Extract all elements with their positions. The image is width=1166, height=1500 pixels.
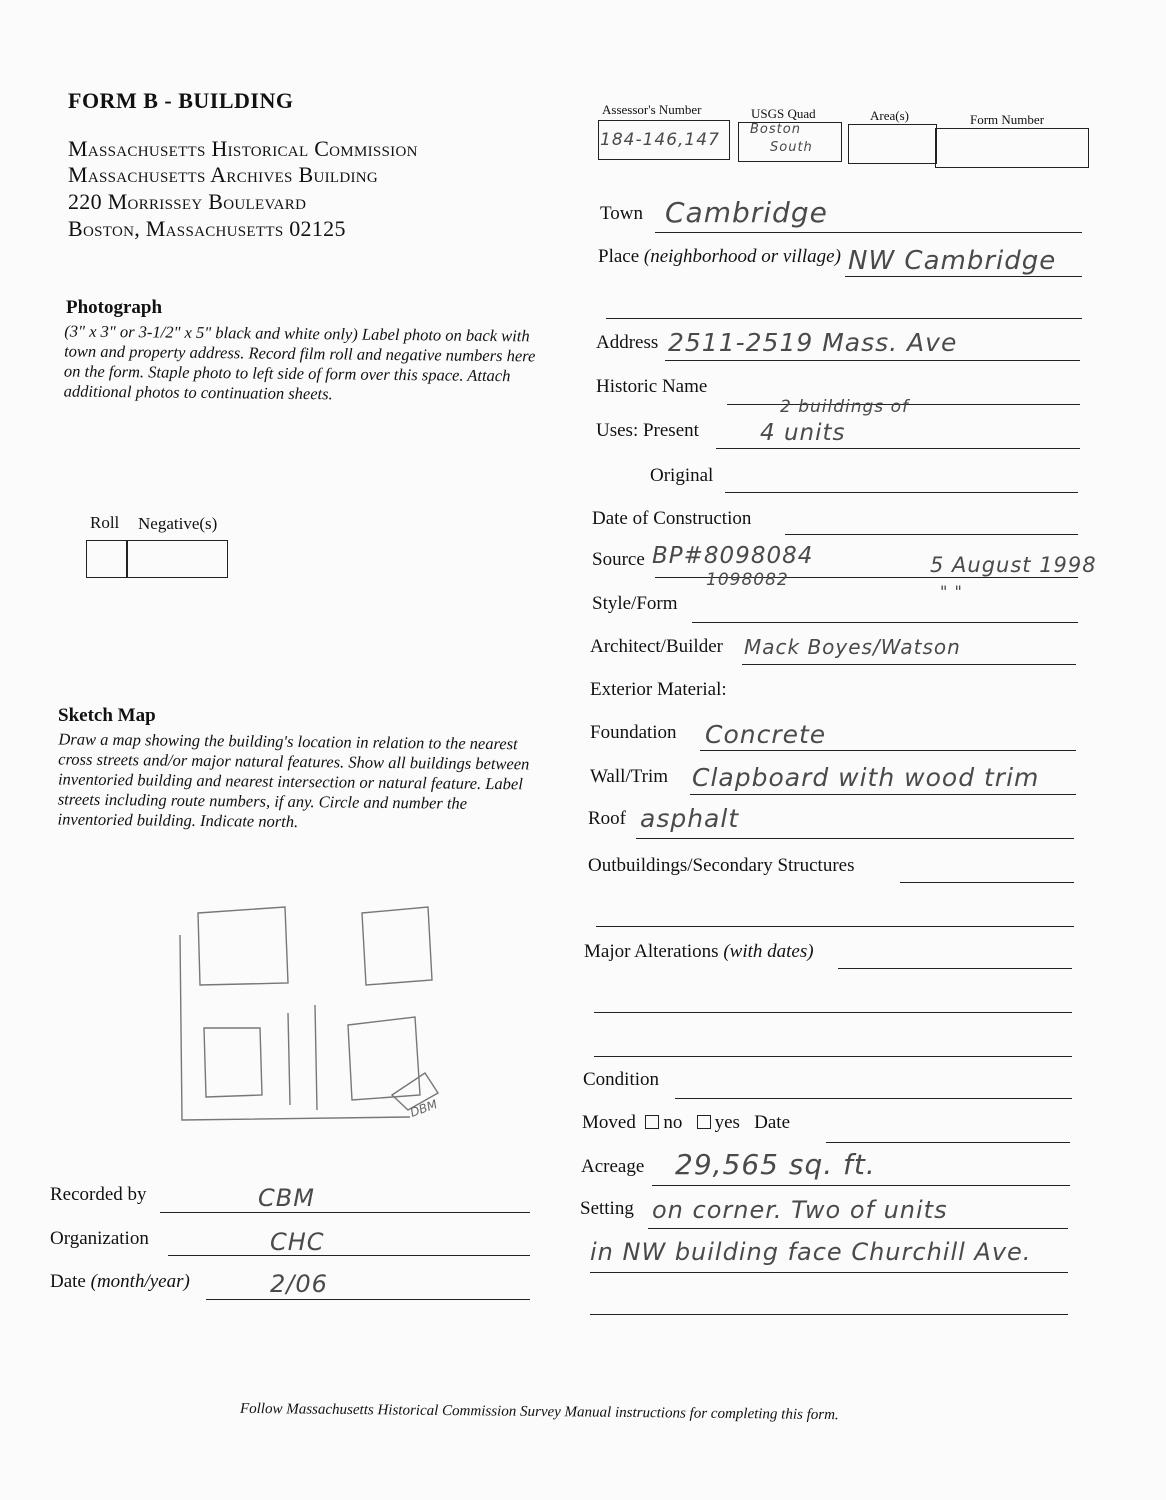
date-hint: (month/year): [90, 1271, 190, 1292]
roof-value: asphalt: [640, 804, 740, 833]
wall-trim-value: Clapboard with wood trim: [692, 763, 1040, 792]
usgs-quad-value-1: Boston: [750, 122, 801, 137]
negative-box[interactable]: [126, 540, 228, 578]
recorded-by-line[interactable]: [160, 1212, 530, 1213]
date-construction-label: Date of Construction: [592, 508, 752, 529]
architect-label: Architect/Builder: [590, 636, 723, 657]
setting-value-1: on corner. Two of units: [652, 1196, 948, 1224]
address-label: Address: [596, 332, 659, 353]
address-value: 2511-2519 Mass. Ave: [668, 328, 958, 357]
alterations-line[interactable]: [838, 968, 1072, 969]
wall-trim-line[interactable]: [690, 794, 1076, 795]
original-label: Original: [650, 465, 714, 486]
recorded-by-value: CBM: [258, 1184, 315, 1212]
outbuildings-line[interactable]: [900, 882, 1074, 883]
usgs-quad-label: USGS Quad: [751, 106, 816, 121]
condition-label: Condition: [583, 1069, 660, 1090]
roll-box[interactable]: [86, 540, 128, 578]
roll-label: Roll: [90, 513, 120, 532]
foundation-label: Foundation: [590, 722, 677, 743]
sketch-map-heading: Sketch Map: [58, 705, 156, 726]
moved-no-label: no: [663, 1112, 683, 1133]
sketch-map-note: DBM: [408, 1097, 440, 1120]
setting-label: Setting: [580, 1198, 634, 1219]
place-line[interactable]: [845, 276, 1082, 277]
setting-value-2: in NW building face Churchill Ave.: [590, 1238, 1032, 1266]
organization-line[interactable]: [168, 1255, 530, 1256]
footer-text: Follow Massachusetts Historical Commission Survey Manual instructions for completing this form.: [239, 1400, 839, 1424]
sketch-map-drawing: [170, 895, 460, 1135]
moved-yes-label: yes: [714, 1112, 740, 1133]
town-value: Cambridge: [665, 196, 828, 229]
original-line[interactable]: [725, 492, 1078, 493]
photograph-instructions: (3" x 3" or 3-1/2" x 5" black and white only) Label photo on back with town and property address. Record film roll and negative numbers here on the form. Staple photo to left side of form over this space. Attach additional photos to continuation sheets.: [63, 321, 536, 404]
address-line-2: Massachusetts Archives Building: [68, 162, 379, 187]
town-line[interactable]: [655, 232, 1082, 233]
architect-line[interactable]: [742, 664, 1076, 665]
style-form-label: Style/Form: [592, 593, 678, 614]
setting-line[interactable]: [648, 1228, 1068, 1229]
roof-label: Roof: [588, 808, 626, 829]
exterior-material-label: Exterior Material:: [590, 679, 727, 700]
outbuildings-label: Outbuildings/Secondary Structures: [588, 855, 855, 876]
form-title: FORM B - BUILDING: [68, 88, 294, 113]
setting-line-2[interactable]: [590, 1272, 1068, 1273]
sketch-building-se: [348, 1017, 420, 1100]
acreage-label: Acreage: [581, 1156, 645, 1177]
source-value-2: 1098082: [706, 570, 789, 590]
date-construction-line[interactable]: [785, 534, 1078, 535]
architect-value: Mack Boyes/Watson: [744, 635, 961, 659]
assessor-number-label: Assessor's Number: [602, 102, 702, 117]
moved-yes-checkbox[interactable]: [697, 1115, 711, 1129]
date-label: [50, 1271, 190, 1293]
source-label: Source: [592, 549, 645, 570]
foundation-line[interactable]: [700, 750, 1076, 751]
sketch-street-line-2: [315, 1005, 317, 1110]
uses-present-value-2: 4 units: [760, 420, 846, 446]
uses-present-label: Uses: Present: [596, 420, 699, 441]
photograph-heading: Photograph: [66, 297, 163, 318]
organization-value: CHC: [270, 1228, 325, 1256]
date-label-text: Date: [50, 1271, 86, 1292]
address-line-3: 220 Morrissey Boulevard: [68, 189, 307, 214]
negative-label: Negative(s): [138, 514, 218, 533]
form-number-label: Form Number: [970, 112, 1045, 127]
address-line-1: Massachusetts Historical Commission: [68, 136, 418, 161]
moved-label: Moved: [582, 1112, 636, 1133]
source-value-1: BP#8098084: [652, 543, 814, 569]
recorded-by-label: Recorded by: [50, 1184, 147, 1205]
acreage-value: 29,565 sq. ft.: [675, 1148, 876, 1181]
town-label: Town: [600, 203, 644, 224]
alterations-hint: (with dates): [723, 941, 814, 962]
outbuildings-line-2[interactable]: [596, 926, 1074, 927]
source-ditto: " ": [940, 582, 963, 601]
source-date: 5 August 1998: [930, 553, 1097, 577]
usgs-quad-value-2: South: [770, 140, 813, 155]
assessor-number-value: 184-146,147: [600, 130, 720, 150]
address-line-4: Boston, Massachusetts 02125: [68, 216, 346, 241]
place-label: Place: [598, 246, 640, 267]
alterations-line-3[interactable]: [594, 1056, 1072, 1057]
organization-label: Organization: [50, 1228, 149, 1249]
acreage-line[interactable]: [652, 1185, 1070, 1186]
foundation-value: Concrete: [705, 720, 827, 749]
condition-line[interactable]: [675, 1098, 1072, 1099]
setting-line-3[interactable]: [590, 1314, 1068, 1315]
alterations-label: Major Alterations: [584, 941, 719, 962]
sketch-building-ne: [362, 907, 432, 985]
sketch-street-line-1: [288, 1013, 290, 1105]
moved-no-checkbox[interactable]: [645, 1115, 659, 1129]
alterations-line-2[interactable]: [594, 1012, 1072, 1013]
style-form-line[interactable]: [692, 622, 1078, 623]
sketch-building-sw: [204, 1028, 262, 1097]
form-number-box[interactable]: [935, 128, 1089, 168]
roof-line[interactable]: [636, 838, 1074, 839]
moved-date-line[interactable]: [826, 1142, 1070, 1143]
moved-date-label: Date: [754, 1112, 791, 1133]
area-label: Area(s): [870, 108, 909, 123]
address-line[interactable]: [665, 360, 1080, 361]
place-value: NW Cambridge: [848, 246, 1057, 276]
uses-present-line[interactable]: [716, 448, 1080, 449]
place-hint: (neighborhood or village): [643, 246, 841, 267]
sketch-building-nw: [198, 907, 288, 985]
date-value: 2/06: [270, 1270, 328, 1298]
sketch-map-instructions: Draw a map showing the building's location in relation to the nearest cross streets and/or major natural features. Show all buildings between inventoried building and nearest intersection or natural feature. Label streets including route numbers, if any. Circle and number the inventoried building. Indicate north.: [57, 729, 530, 832]
date-line[interactable]: [206, 1299, 530, 1300]
wall-trim-label: Wall/Trim: [590, 766, 669, 787]
uses-present-value-1: 2 buildings of: [780, 397, 909, 417]
place-line-2[interactable]: [606, 318, 1082, 319]
area-box[interactable]: [848, 124, 937, 164]
historic-name-label: Historic Name: [596, 376, 708, 397]
